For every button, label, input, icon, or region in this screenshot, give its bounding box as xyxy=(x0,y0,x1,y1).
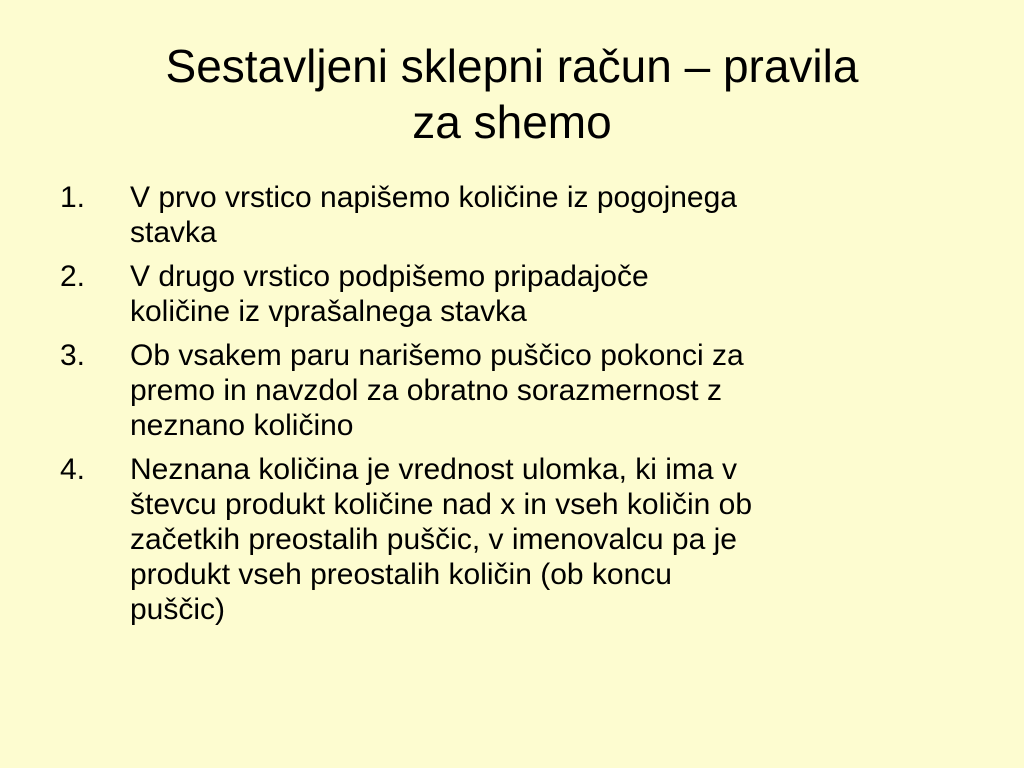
list-item-1 xyxy=(0,180,1000,250)
list-item-2 xyxy=(0,259,1000,329)
list-item-1-line-2: stavka xyxy=(130,216,217,249)
list-item-3-line-3: neznano količino xyxy=(130,409,354,442)
list-item-3-line-1: Ob vsakem paru narišemo puščico pokonci za xyxy=(130,339,744,372)
list-text-3 xyxy=(130,338,960,443)
list-item-4-line-3: začetkih preostalih puščic, v imenovalcu pa je xyxy=(130,523,737,556)
list-text-2 xyxy=(130,259,960,329)
list-item-4-line-1: Neznana količina je vrednost ulomka, ki ima v xyxy=(130,453,737,486)
list-item-1-line-1: V prvo vrstico napišemo količine iz pogojnega xyxy=(130,181,737,214)
rules-list xyxy=(0,180,1000,636)
slide-title xyxy=(50,38,974,150)
slide-title-line-2: za shemo xyxy=(412,96,612,148)
list-text-4 xyxy=(130,452,960,627)
slide-title-line-1: Sestavljeni sklepni račun – pravila xyxy=(165,40,859,92)
list-number-4: 4. xyxy=(60,453,86,486)
list-number-2: 2. xyxy=(60,260,86,293)
list-number-1: 1. xyxy=(60,181,86,214)
list-item-4-line-5: puščic) xyxy=(130,593,226,626)
list-item-2-line-1: V drugo vrstico podpišemo pripadajoče xyxy=(130,260,649,293)
list-item-4-line-2: števcu produkt količine nad x in vseh količin ob xyxy=(130,488,753,521)
list-item-4 xyxy=(0,452,1000,627)
list-item-4-line-4: produkt vseh preostalih količin (ob koncu xyxy=(130,558,672,591)
list-item-3-line-2: premo in navzdol za obratno sorazmernost z xyxy=(130,374,722,407)
list-number-3: 3. xyxy=(60,339,86,372)
list-text-1 xyxy=(130,180,960,250)
list-item-2-line-2: količine iz vprašalnega stavka xyxy=(130,295,527,328)
list-item-3 xyxy=(0,338,1000,443)
